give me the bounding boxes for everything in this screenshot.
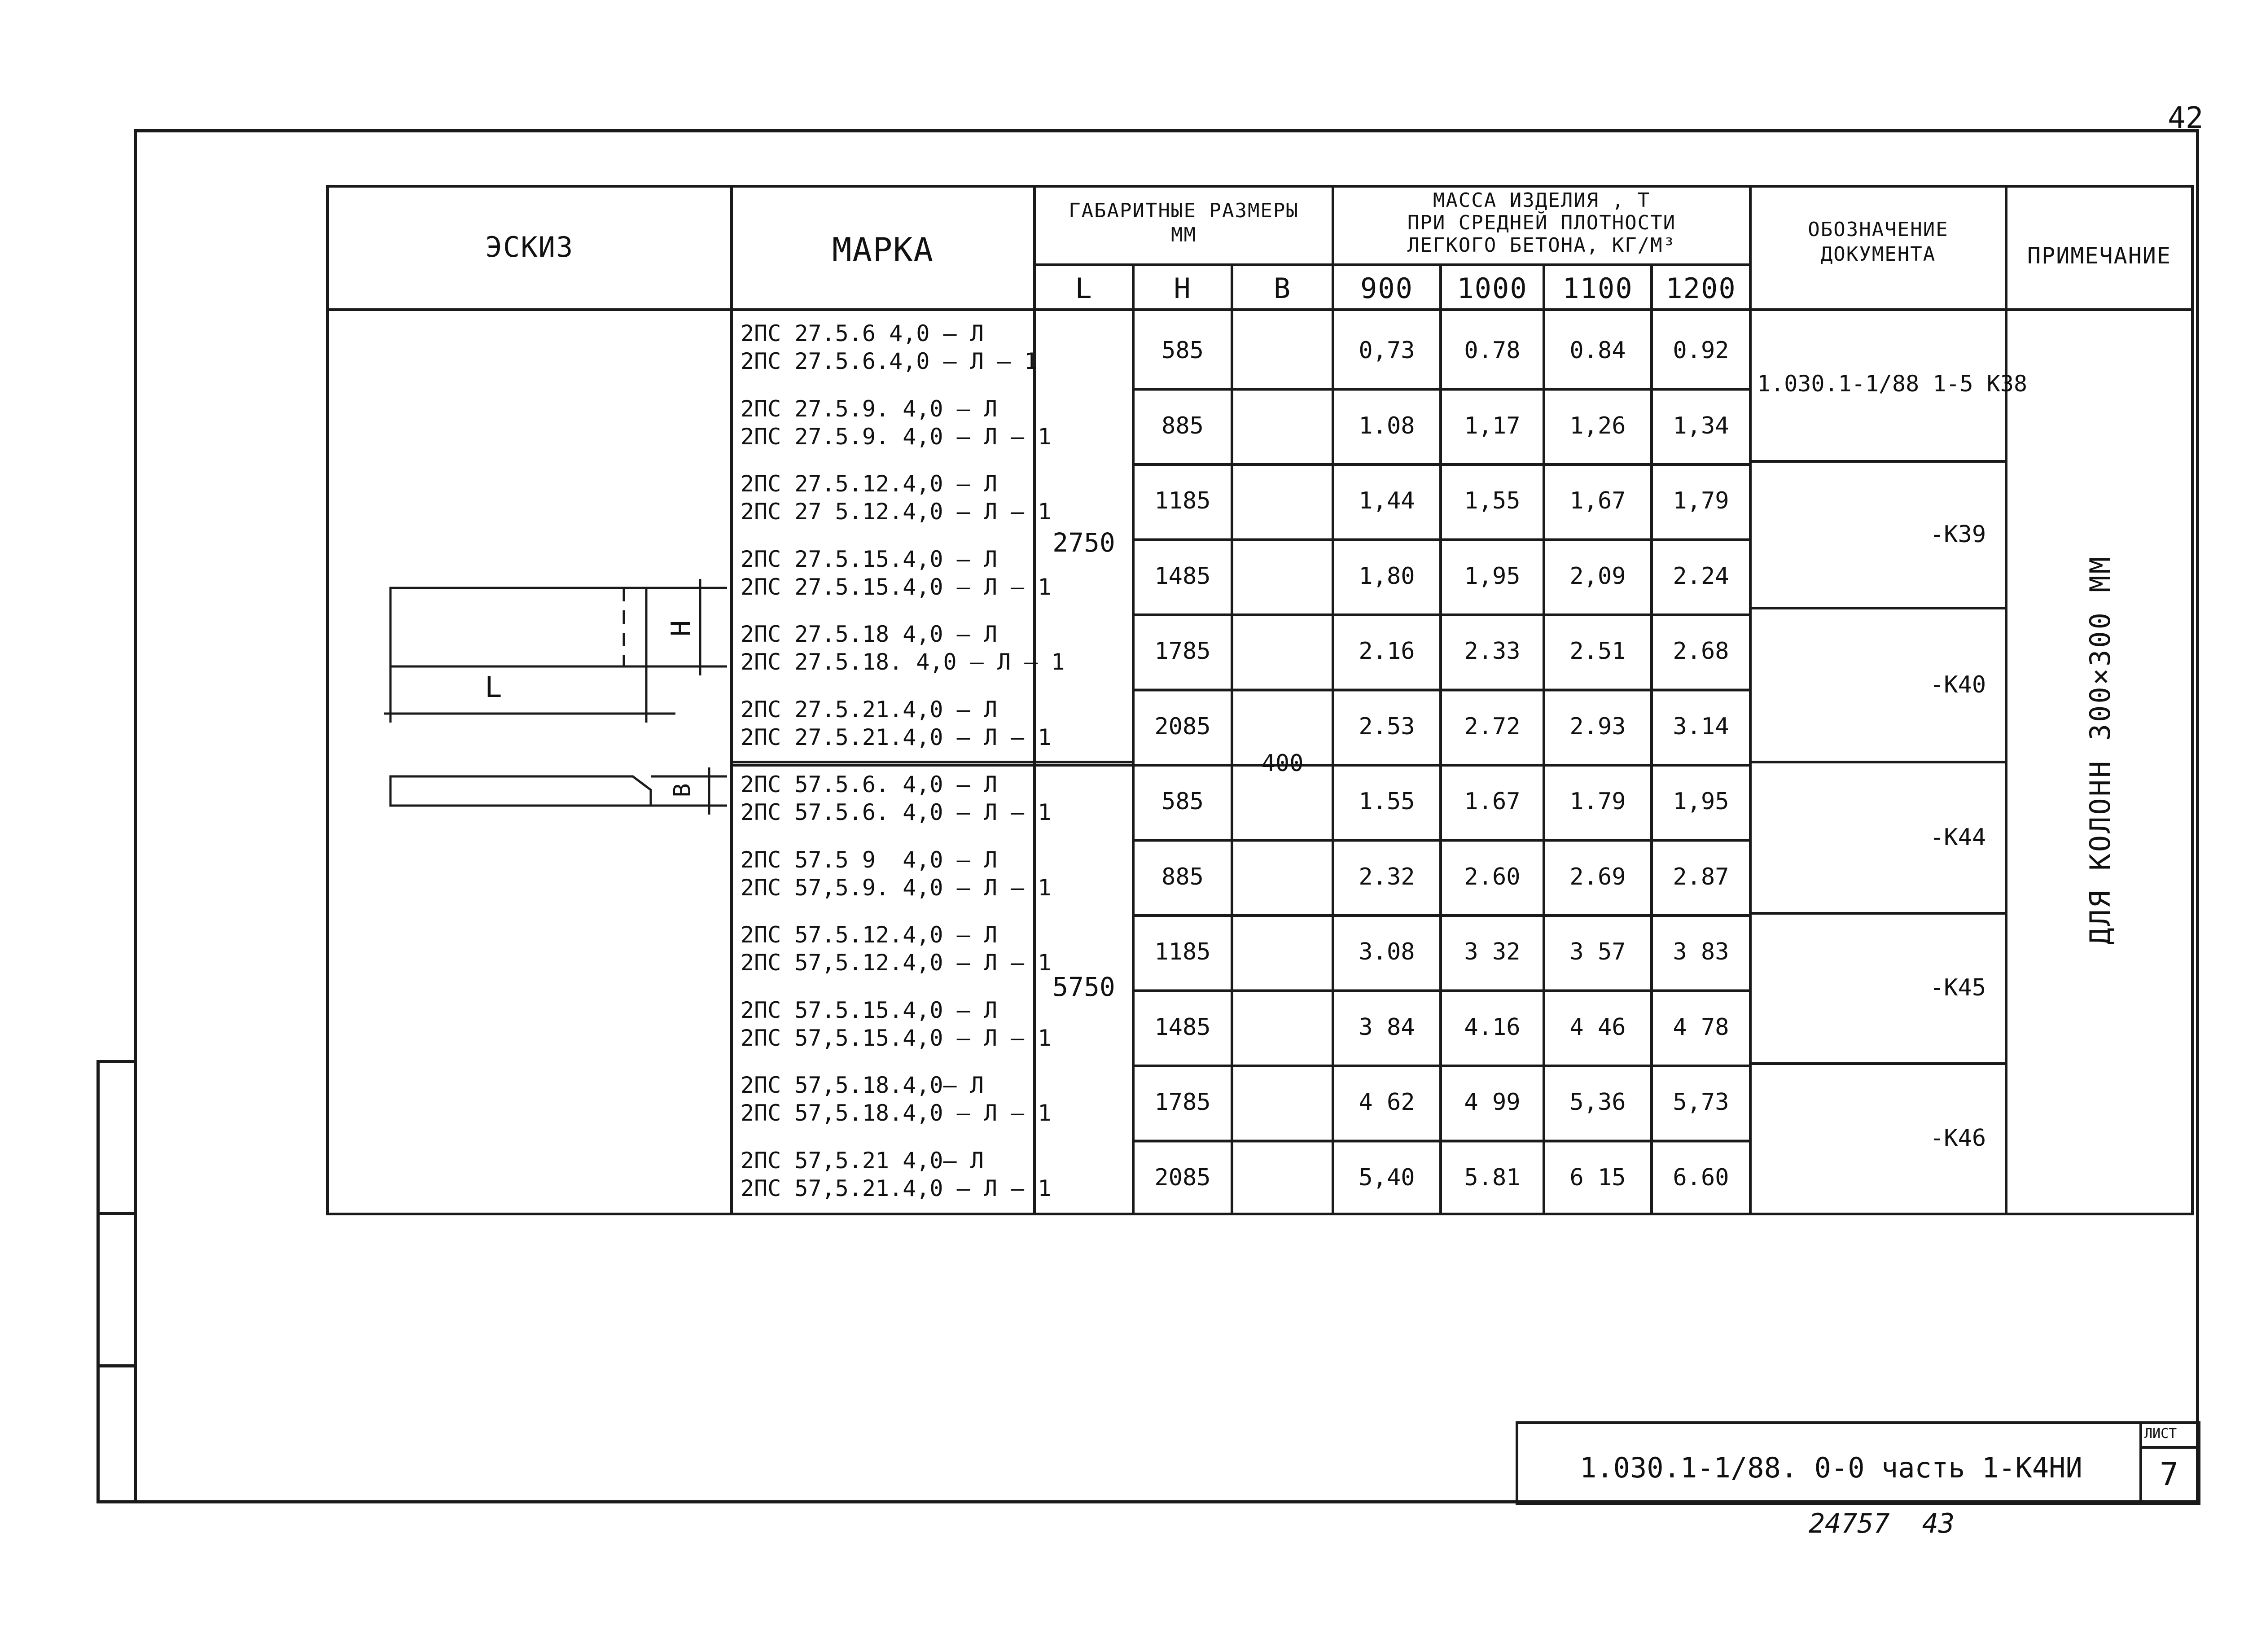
- mass-1100-cell: 4 46: [1569, 1013, 1626, 1041]
- h-cell: 1485: [1154, 562, 1211, 590]
- mass-1000-cell: 4 99: [1464, 1089, 1521, 1116]
- mark-cell: [741, 771, 1051, 826]
- header-B: B: [1273, 272, 1292, 305]
- mark-cell: [741, 620, 1065, 676]
- mass-1200-cell: 1,79: [1673, 487, 1729, 514]
- mark-cell: [741, 545, 1051, 601]
- mass-1000-cell: 2.72: [1464, 713, 1521, 740]
- designation-5: -К46: [1930, 1125, 1986, 1152]
- mass-1200-cell: 5,73: [1673, 1089, 1729, 1116]
- mass-1000-cell: 2.60: [1464, 863, 1521, 890]
- mark-cell: [741, 1071, 1051, 1127]
- sketch-label-H: H: [666, 620, 697, 637]
- mark-cell: [741, 846, 1051, 902]
- mass-900-cell: 1,80: [1359, 562, 1415, 590]
- footer-number: 24757 43: [1809, 1508, 1955, 1539]
- h-cell: 885: [1161, 863, 1204, 890]
- mass-1200-cell: 3 83: [1673, 938, 1729, 965]
- mark-cell: [741, 395, 1051, 451]
- mass-900-cell: 1,44: [1359, 487, 1415, 514]
- h-cell: 1185: [1154, 487, 1211, 514]
- mass-1100-cell: 2.69: [1569, 863, 1626, 890]
- mark-cell: [741, 996, 1051, 1052]
- header-1200: 1200: [1665, 272, 1736, 305]
- mass-1100-cell: 1,26: [1569, 412, 1626, 439]
- mark-cell: [741, 696, 1051, 751]
- mass-1000-cell: 1.67: [1464, 788, 1521, 815]
- mark-line-2: 2ПС 57,5.21.4,0 — Л — 1: [741, 1175, 1052, 1201]
- h-cell: 1485: [1154, 1013, 1211, 1041]
- mark-line-2: 2ПС 57.5.6. 4,0 — Л — 1: [741, 799, 1052, 825]
- header-mass-line1: МАССА ИЗДЕЛИЯ , Т: [1433, 189, 1651, 212]
- mass-900-cell: 5,40: [1359, 1164, 1415, 1191]
- mass-1000-cell: 2.33: [1464, 638, 1521, 665]
- header-note: ПРИМЕЧАНИЕ: [2027, 243, 2172, 269]
- mass-1000-cell: 4.16: [1464, 1013, 1521, 1041]
- mark-line-2: 2ПС 57,5.9. 4,0 — Л — 1: [741, 874, 1052, 901]
- mass-1000-cell: 1,17: [1464, 412, 1521, 439]
- mark-line-1: 2ПС 27.5.6 4,0 — Л: [741, 320, 984, 346]
- mass-1100-cell: 1.79: [1569, 788, 1626, 815]
- mark-line-2: 2ПС 27.5.18. 4,0 — Л — 1: [741, 649, 1065, 675]
- mark-line-2: 2ПС 57,5.15.4,0 — Л — 1: [741, 1025, 1052, 1051]
- mass-900-cell: 3.08: [1359, 938, 1415, 965]
- mark-line-1: 2ПС 57.5.12.4,0 — Л: [741, 922, 997, 948]
- mass-900-cell: 2.53: [1359, 713, 1415, 740]
- sketch-drawing: [384, 579, 727, 815]
- mass-900-cell: 0,73: [1359, 337, 1415, 364]
- header-mass-line2: ПРИ СРЕДНЕЙ ПЛОТНОСТИ: [1407, 211, 1676, 234]
- header-1000: 1000: [1457, 272, 1528, 305]
- mark-line-1: 2ПС 27.5.21.4,0 — Л: [741, 696, 997, 723]
- mark-line-1: 2ПС 57.5.6. 4,0 — Л: [741, 771, 997, 798]
- mass-900-cell: 1.08: [1359, 412, 1415, 439]
- designation-4: -К45: [1930, 974, 1986, 1001]
- mass-1100-cell: 2.51: [1569, 638, 1626, 665]
- mass-900-cell: 3 84: [1359, 1013, 1415, 1041]
- mass-1200-cell: 1,95: [1673, 788, 1729, 815]
- mark-cell: [741, 320, 1038, 375]
- mark-line-2: 2ПС 57,5.12.4,0 — Л — 1: [741, 950, 1052, 976]
- h-cell: 1785: [1154, 638, 1211, 665]
- mark-line-2: 2ПС 27.5.6.4,0 — Л — 1: [741, 348, 1038, 374]
- header-900: 900: [1360, 272, 1413, 305]
- mark-cell: [741, 470, 1051, 526]
- designation-1: -К39: [1930, 521, 1986, 548]
- header-1100: 1100: [1562, 272, 1633, 305]
- page-number: 42: [2168, 101, 2204, 135]
- mass-1000-cell: 1,55: [1464, 487, 1521, 514]
- mass-1200-cell: 3.14: [1673, 713, 1729, 740]
- mass-900-cell: 1.55: [1359, 788, 1415, 815]
- mass-1200-cell: 2.68: [1673, 638, 1729, 665]
- mass-1100-cell: 6 15: [1569, 1164, 1626, 1191]
- mark-cell: [741, 1147, 1051, 1202]
- mass-1200-cell: 2.24: [1673, 562, 1729, 590]
- mass-1200-cell: 2.87: [1673, 863, 1729, 890]
- mass-900-cell: 2.16: [1359, 638, 1415, 665]
- h-cell: 1185: [1154, 938, 1211, 965]
- mark-line-2: 2ПС 27.5.15.4,0 — Л — 1: [741, 574, 1052, 600]
- mark-line-1: 2ПС 27.5.9. 4,0 — Л: [741, 395, 997, 422]
- mass-1200-cell: 0.92: [1673, 337, 1729, 364]
- mass-1000-cell: 3 32: [1464, 938, 1521, 965]
- header-designation-line1: ОБОЗНАЧЕНИЕ: [1808, 218, 1949, 241]
- h-cell: 885: [1161, 412, 1204, 439]
- mark-line-2: 2ПС 27.5.21.4,0 — Л — 1: [741, 724, 1052, 750]
- mark-line-1: 2ПС 27.5.15.4,0 — Л: [741, 546, 997, 572]
- mass-1000-cell: 5.81: [1464, 1164, 1521, 1191]
- designation-0: 1.030.1-1/88 1-5 К38: [1757, 371, 2028, 397]
- mass-1200-cell: 4 78: [1673, 1013, 1729, 1041]
- mark-line-2: 2ПС 57,5.18.4,0 — Л — 1: [741, 1100, 1052, 1126]
- mark-cell: [741, 921, 1051, 977]
- header-dimensions: ГАБАРИТНЫЕ РАЗМЕРЫ: [1069, 199, 1299, 222]
- h-cell: 2085: [1154, 713, 1211, 740]
- h-cell: 585: [1161, 337, 1204, 364]
- mark-line-1: 2ПС 57.5.15.4,0 — Л: [741, 997, 997, 1023]
- mark-line-1: 2ПС 57,5.21 4,0— Л: [741, 1147, 984, 1174]
- h-cell: 585: [1161, 788, 1204, 815]
- mark-line-2: 2ПС 27.5.9. 4,0 — Л — 1: [741, 423, 1052, 450]
- mass-900-cell: 4 62: [1359, 1089, 1415, 1116]
- group-L-5750: 5750: [1052, 972, 1115, 1002]
- header-L: L: [1075, 272, 1093, 305]
- mass-1100-cell: 1,67: [1569, 487, 1626, 514]
- mass-900-cell: 2.32: [1359, 863, 1415, 890]
- sketch-label-L: L: [485, 671, 502, 704]
- mass-1100-cell: 5,36: [1569, 1089, 1626, 1116]
- designation-2: -К40: [1930, 671, 1986, 698]
- header-H: H: [1174, 272, 1192, 305]
- mass-1100-cell: 2,09: [1569, 562, 1626, 590]
- group-L-2750: 2750: [1052, 527, 1115, 558]
- mass-1000-cell: 0.78: [1464, 337, 1521, 364]
- mark-line-1: 2ПС 27.5.12.4,0 — Л: [741, 471, 997, 497]
- mass-1100-cell: 0.84: [1569, 337, 1626, 364]
- sketch-label-B: B: [669, 783, 696, 798]
- stamp-sheet-label: ЛИСТ: [2144, 1426, 2177, 1442]
- h-cell: 2085: [1154, 1164, 1211, 1191]
- designation-3: -К44: [1930, 824, 1986, 851]
- mark-line-1: 2ПС 57,5.18.4,0— Л: [741, 1072, 984, 1098]
- header-mark: МАРКА: [832, 231, 934, 268]
- stamp-code: 1.030.1-1/88. 0-0 часть 1-К4НИ: [1580, 1451, 2082, 1484]
- mass-1100-cell: 2.93: [1569, 713, 1626, 740]
- mass-1000-cell: 1,95: [1464, 562, 1521, 590]
- stamp-sheet-number: 7: [2160, 1456, 2179, 1493]
- h-cell: 1785: [1154, 1089, 1211, 1116]
- mark-line-1: 2ПС 27.5.18 4,0 — Л: [741, 621, 997, 647]
- header-mass-line3: ЛЕГКОГО БЕТОНА, КГ/М³: [1407, 234, 1676, 257]
- header-sketch: ЭСКИЗ: [485, 231, 574, 263]
- mass-1100-cell: 3 57: [1569, 938, 1626, 965]
- header-dimensions-unit: ММ: [1171, 223, 1197, 246]
- b-value: 400: [1261, 750, 1304, 777]
- note-text: ДЛЯ КОЛОНН 300×300 ММ: [2084, 555, 2117, 945]
- mass-1200-cell: 6.60: [1673, 1164, 1729, 1191]
- mass-1200-cell: 1,34: [1673, 412, 1729, 439]
- mark-line-2: 2ПС 27 5.12.4,0 — Л — 1: [741, 499, 1052, 525]
- header-designation-line2: ДОКУМЕНТА: [1820, 243, 1936, 266]
- mark-line-1: 2ПС 57.5 9 4,0 — Л: [741, 846, 997, 873]
